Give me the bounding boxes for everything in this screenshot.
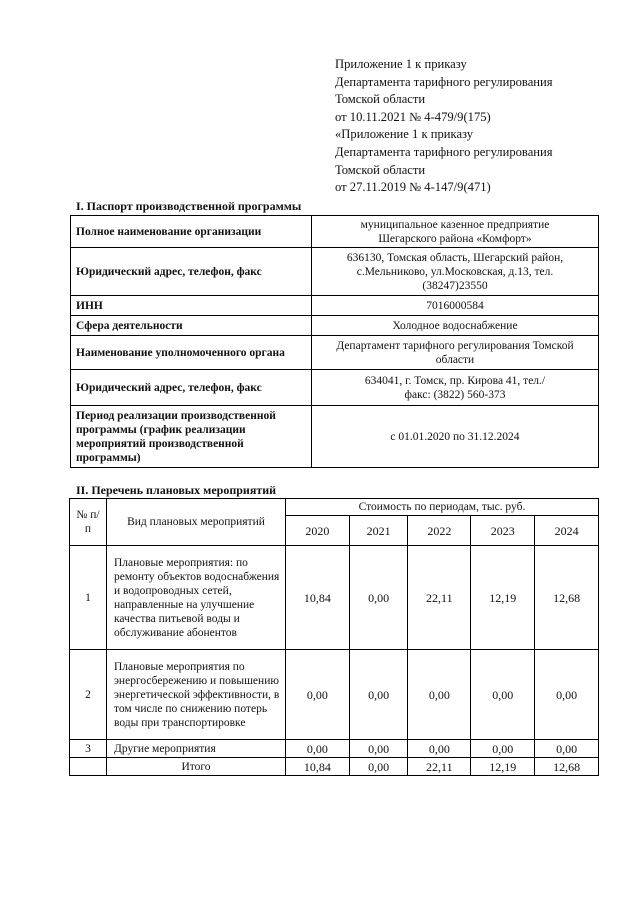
table-row: [71, 248, 599, 296]
table-row: [70, 740, 599, 758]
passport-value: Департамент тарифного регулирования Томской области: [312, 336, 599, 370]
total-value: 0,00: [349, 758, 408, 776]
table-row: [70, 758, 599, 776]
passport-value: муниципальное казенное предприятие Шегарского района «Комфорт»: [312, 216, 599, 248]
table-row: [70, 650, 599, 740]
table-row: [71, 316, 599, 336]
row-value: 12,68: [535, 546, 599, 650]
passport-value: 636130, Томская область, Шегарский район, с.Мельниково, ул.Московская, д.13, тел. (38247)23550: [312, 248, 599, 296]
row-value: 12,19: [471, 546, 535, 650]
header-line: Департамента тарифного регулирования: [335, 74, 553, 89]
passport-label: Период реализации производственной программы (график реализации мероприятий производственной программы): [71, 406, 312, 468]
table-row: [71, 336, 599, 370]
total-value: 10,84: [286, 758, 350, 776]
passport-table: [70, 215, 599, 468]
table-row: [71, 296, 599, 316]
passport-value: 634041, г. Томск, пр. Кирова 41, тел./факс: (3822) 560-373: [312, 370, 599, 406]
passport-value: с 01.01.2020 по 31.12.2024: [312, 406, 599, 468]
header-line: Приложение 1 к приказу: [335, 57, 467, 71]
total-empty-cell: [70, 758, 107, 776]
row-name: Плановые мероприятия: по ремонту объектов водоснабжения и водопроводных сетей, направленные на улучшение качества питьевой воды и обслуживание абонентов: [107, 546, 286, 650]
passport-label: Наименование уполномоченного органа: [71, 336, 312, 370]
row-value: 0,00: [408, 650, 471, 740]
col-cost-header: Стоимость по периодам, тыс. руб.: [286, 499, 599, 516]
year-header: 2020: [286, 516, 350, 546]
passport-title: I. Паспорт производственной программы: [76, 199, 302, 213]
header-line: Департамента тарифного регулирования: [335, 144, 553, 159]
year-header: 2024: [535, 516, 599, 546]
passport-value: Холодное водоснабжение: [312, 316, 599, 336]
plan-table: [69, 498, 599, 776]
header-line: Томской области: [335, 162, 426, 177]
row-value: 0,00: [471, 740, 535, 758]
total-value: 22,11: [408, 758, 471, 776]
passport-label: Юридический адрес, телефон, факс: [71, 248, 312, 296]
header-line: от 10.11.2021 № 4-479/9(175): [335, 109, 491, 124]
row-value: 0,00: [349, 740, 408, 758]
table-row: [71, 370, 599, 406]
table-row: [70, 546, 599, 650]
col-num-header: № п/п: [70, 499, 107, 546]
col-name-header: Вид плановых мероприятий: [107, 499, 286, 546]
row-value: 0,00: [349, 650, 408, 740]
row-value: 0,00: [286, 740, 350, 758]
row-name: Другие мероприятия: [107, 740, 286, 758]
row-value: 10,84: [286, 546, 350, 650]
row-number: 3: [70, 740, 107, 758]
row-value: 22,11: [408, 546, 471, 650]
table-row: [70, 499, 599, 516]
passport-label: Юридический адрес, телефон, факс: [71, 370, 312, 406]
year-header: 2022: [408, 516, 471, 546]
passport-label: ИНН: [71, 296, 312, 316]
year-header: 2021: [349, 516, 408, 546]
row-number: 2: [70, 650, 107, 740]
row-value: 0,00: [535, 740, 599, 758]
total-value: 12,19: [471, 758, 535, 776]
header-line: «Приложение 1 к приказу: [335, 127, 474, 142]
row-value: 0,00: [535, 650, 599, 740]
row-value: 0,00: [471, 650, 535, 740]
table-row: [71, 216, 599, 248]
row-value: 0,00: [408, 740, 471, 758]
header-block: [335, 56, 553, 197]
year-header: 2023: [471, 516, 535, 546]
plan-title: II. Перечень плановых мероприятий: [76, 483, 277, 497]
passport-value: 7016000584: [312, 296, 599, 316]
passport-label: Полное наименование организации: [71, 216, 312, 248]
row-number: 1: [70, 546, 107, 650]
header-line: Томской области: [335, 92, 426, 107]
row-name: Плановые мероприятия по энергосбережению и повышению энергетической эффективности, в том числе по снижению потерь воды при транспортировке: [107, 650, 286, 740]
row-value: 0,00: [286, 650, 350, 740]
passport-label: Сфера деятельности: [71, 316, 312, 336]
header-line: от 27.11.2019 № 4-147/9(471): [335, 180, 491, 195]
total-value: 12,68: [535, 758, 599, 776]
total-label: Итого: [107, 758, 286, 776]
row-value: 0,00: [349, 546, 408, 650]
table-row: [71, 406, 599, 468]
